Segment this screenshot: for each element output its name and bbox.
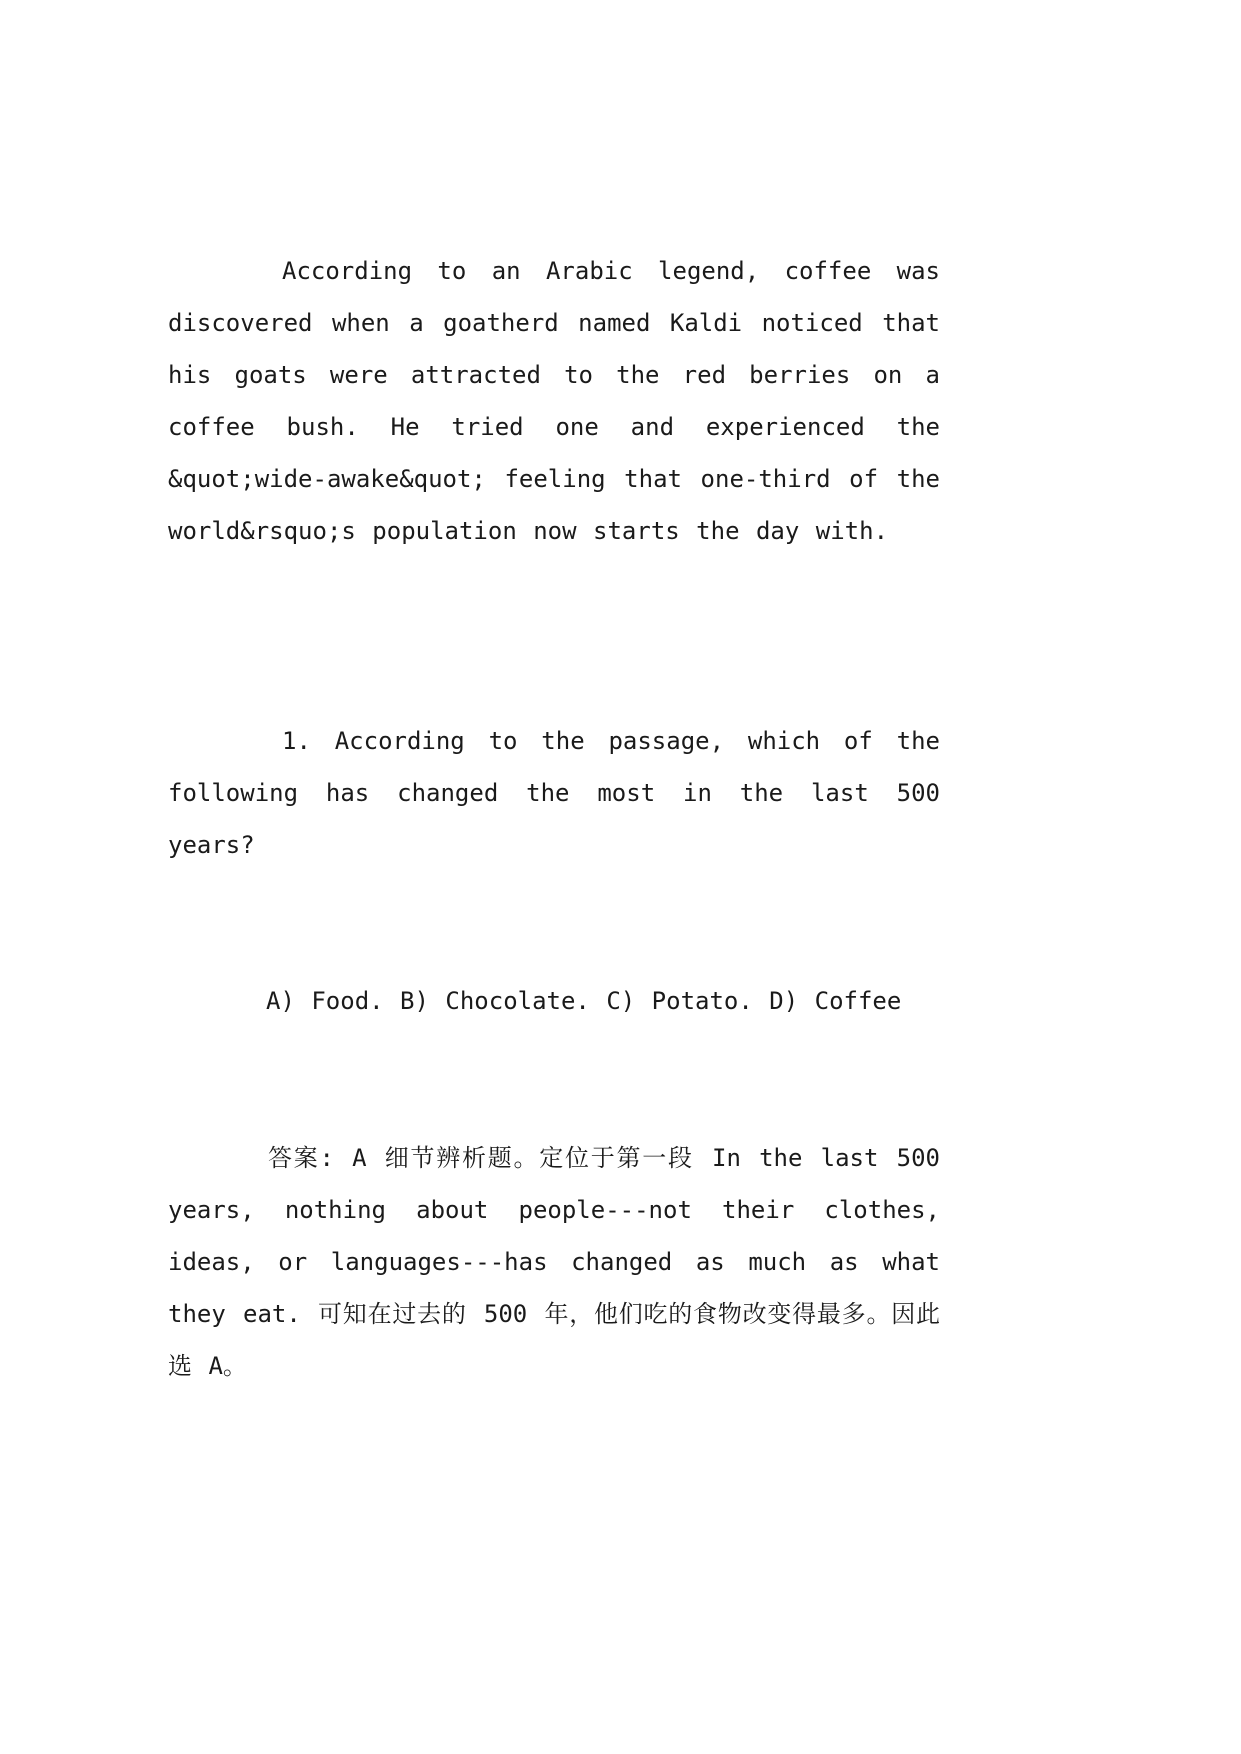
question-text: 1. According to the passage, which of the following has changed the most in the last 500 years? [168,727,940,859]
passage-paragraph: According to an Arabic legend, coffee was discovered when a goatherd named Kaldi noticed that his goats were attracted to the red berries on a coffee bush. He tried one and experienced the &quot;wide-awake&quot; feeling that one-third of the world&rsquo;s population now starts the day with. [168,257,940,545]
answer-explanation: 答案: A 细节辨析题。定位于第一段 In the last 500 years, nothing about people---not their clothes, ideas, or languages---has changed as much as what they eat. 可知在过去的 500 年，他们吃的食物改变得最多。因此选 A。 [168,1144,940,1380]
answer-options: A) Food. B) Chocolate. C) Potato. D) Coffee [266,987,902,1015]
